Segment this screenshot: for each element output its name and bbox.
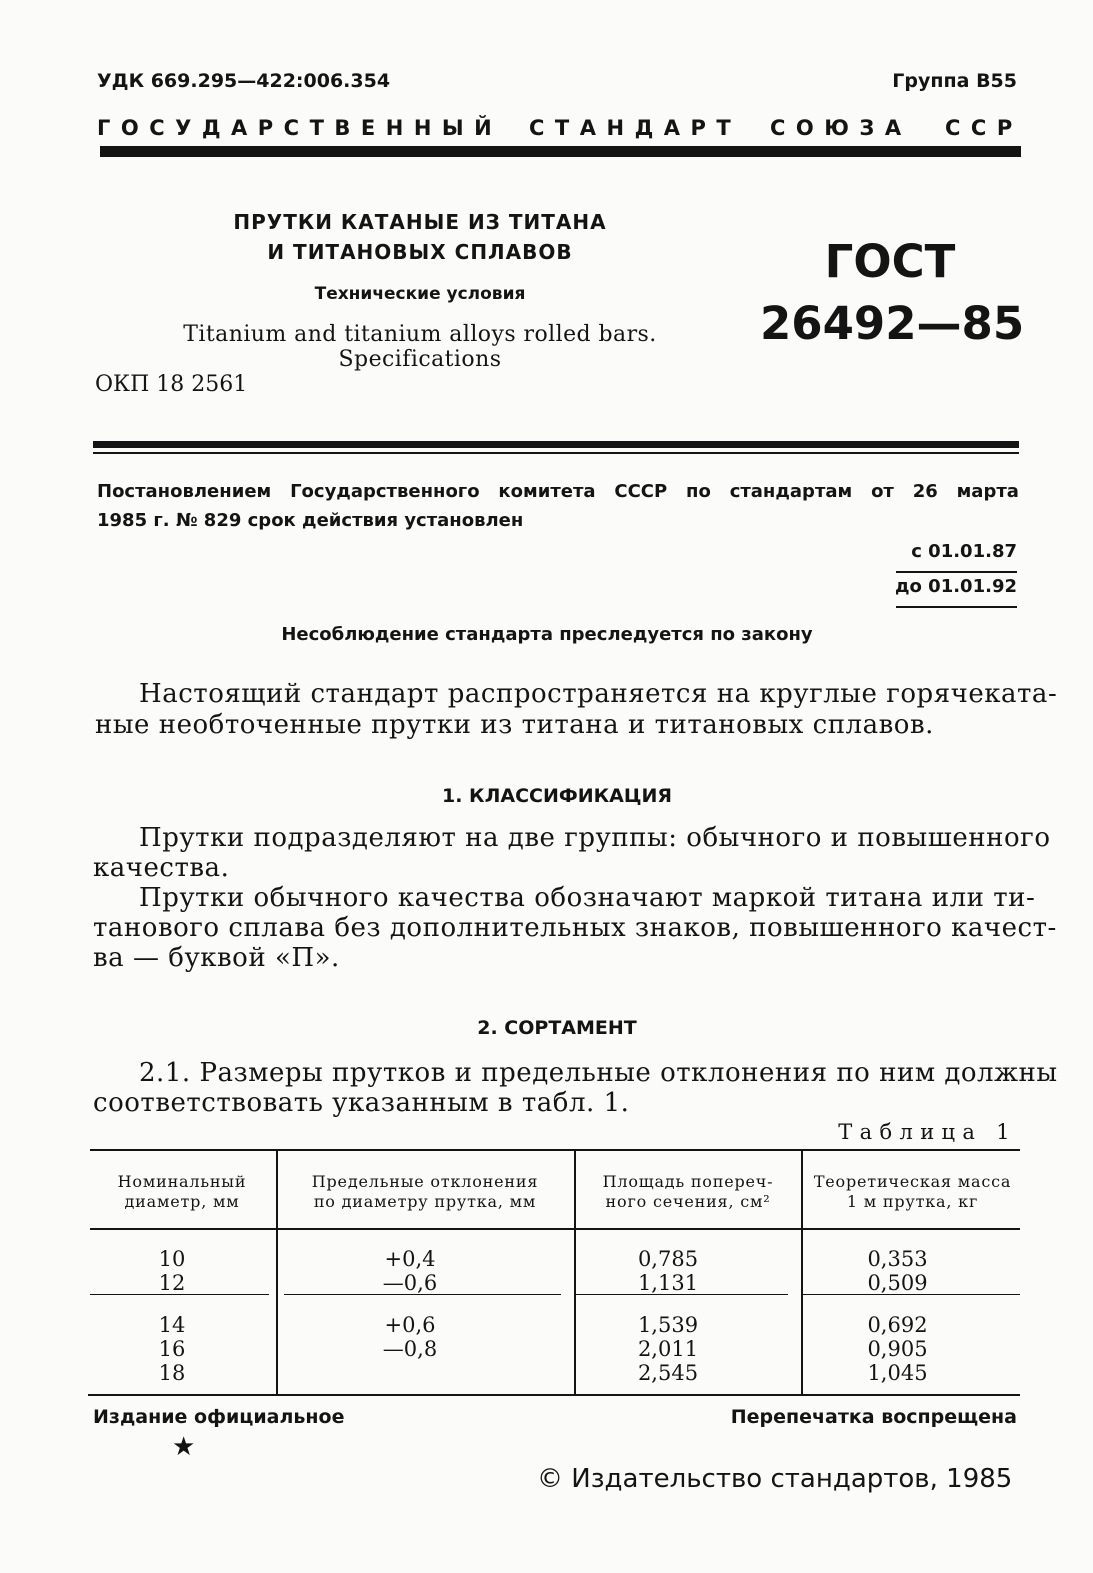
table-header-line: ного сечения, см² (605, 1192, 771, 1211)
table-value: 12 (158, 1271, 186, 1295)
table-cell-areas (578, 1313, 758, 1385)
table-column-divider (574, 1151, 576, 1228)
table-value: 0,905 (867, 1337, 928, 1361)
table-value: 0,785 (637, 1247, 699, 1271)
decree-word: по (686, 481, 711, 502)
table-header-line: Площадь попереч- (602, 1172, 774, 1191)
table-column-divider (276, 1151, 278, 1228)
valid-from: с 01.01.87 (911, 541, 1017, 562)
section-1-heading: 1. КЛАССИФИКАЦИЯ (442, 785, 672, 807)
table-header-line: Теоретическая масса (813, 1172, 1012, 1191)
table-cell-diameters (92, 1313, 252, 1385)
publisher-line (537, 1464, 1012, 1494)
okp-code: ОКП 18 2561 (95, 372, 248, 397)
table-value: 1,539 (637, 1313, 699, 1337)
section-1-p2-line-1: Прутки обычного качества обозначают маркой титана или ти- (139, 883, 1036, 913)
banner-word: СТАНДАРТ (529, 116, 742, 140)
table-value: 18 (158, 1361, 186, 1385)
header-thick-rule (100, 146, 1021, 157)
section-2-heading: 2. СОРТАМЕНТ (477, 1017, 637, 1039)
decree-word: Государственного (290, 481, 480, 502)
table-header-deviation (280, 1172, 570, 1212)
section-1-p2-line-3: ва — буквой «П». (93, 943, 340, 973)
table-value: —0,6 (382, 1271, 438, 1295)
table-cell-areas (578, 1247, 758, 1295)
table-value: 0,509 (867, 1271, 928, 1295)
table-value: 16 (158, 1337, 186, 1361)
intro-line-1: Настоящий стандарт распространяется на круглые горячеката- (139, 679, 1058, 709)
subtitle: Технические условия (314, 284, 526, 304)
decree-word: Постановлением (97, 481, 272, 502)
table-value: 1,131 (637, 1271, 699, 1295)
intro-line-2: ные необточенные прутки из титана и титановых сплавов. (95, 710, 934, 740)
banner-word: СОЮЗА (770, 116, 912, 140)
english-title-line-1: Titanium and titanium alloys rolled bars. (183, 322, 657, 347)
table-value: +0,4 (384, 1247, 436, 1271)
banner-word: ГОСУДАРСТВЕННЫЙ (97, 116, 503, 140)
table-value: 2,011 (637, 1337, 699, 1361)
gost-number: 26492—85 (760, 297, 1025, 350)
valid-to: до 01.01.92 (895, 576, 1017, 597)
decree-word: от (871, 481, 894, 502)
section-1-p1-line-2: качества. (93, 853, 230, 883)
publisher-name: Издательство стандартов, 1985 (571, 1464, 1013, 1494)
decree-word: СССР (614, 481, 668, 502)
decree-line-2: 1985 г. № 829 срок действия установлен (97, 510, 524, 531)
table-value: +0,6 (384, 1313, 436, 1337)
title-thick-rule (93, 441, 1019, 448)
table-value: 2,545 (637, 1361, 699, 1385)
valid-to-underline (896, 606, 1017, 608)
table-value: 0,353 (867, 1247, 928, 1271)
banner-word: ССР (945, 116, 1023, 140)
section-1-p1-line-1: Прутки подразделяют на две группы: обычного и повышенного (139, 823, 1051, 853)
gost-label: ГОСТ (824, 235, 956, 288)
decree-word: стандартам (729, 481, 853, 502)
table-value: —0,8 (382, 1337, 438, 1361)
decree-line-1 (97, 481, 1019, 502)
table-bottom-rule (88, 1394, 1020, 1396)
table-column-divider (276, 1230, 278, 1394)
section-1-p2-line-2: танового сплава без дополнительных знаков, повышенного качест- (93, 913, 1057, 943)
decree-word: комитета (498, 481, 596, 502)
table-cell-deviation (300, 1247, 520, 1295)
table-value: 0,692 (867, 1313, 928, 1337)
title-line-2: И ТИТАНОВЫХ СПЛАВОВ (267, 240, 573, 264)
section-2-p1-line-1: 2.1. Размеры прутков и предельные отклонения по ним должны (139, 1058, 1058, 1088)
table-value: 1,045 (867, 1361, 928, 1385)
table-header-diameter (92, 1172, 272, 1212)
table-label: Таблица 1 (838, 1120, 1017, 1144)
table-header-mass (805, 1172, 1020, 1212)
title-thin-rule (93, 452, 1019, 454)
table-header-line: 1 м прутка, кг (846, 1192, 979, 1211)
table-header-line: по диаметру прутка, мм (313, 1192, 537, 1211)
table-cell-masses (805, 1313, 990, 1385)
table-column-divider (574, 1230, 576, 1394)
table-top-rule (90, 1149, 1020, 1151)
table-cell-masses (805, 1247, 990, 1295)
reprint-prohibited-label: Перепечатка воспрещена (730, 1406, 1017, 1428)
table-header-area (578, 1172, 798, 1212)
english-title-line-2: Specifications (338, 347, 502, 372)
copyright-icon: © (537, 1464, 563, 1494)
table-header-line: диаметр, мм (124, 1192, 240, 1211)
group-code: Группа В55 (892, 70, 1017, 92)
section-2-p1-line-2: соответствовать указанным в табл. 1. (93, 1088, 630, 1118)
table-column-divider (801, 1151, 803, 1228)
table-cell-diameters (92, 1247, 252, 1295)
table-value: 10 (158, 1247, 186, 1271)
udk-code: УДК 669.295—422:006.354 (97, 70, 391, 92)
table-value: 14 (158, 1313, 186, 1337)
decree-word: 26 (912, 481, 938, 502)
valid-from-underline (896, 571, 1017, 573)
decree-word: марта (956, 481, 1019, 502)
star-icon: ★ (172, 1432, 196, 1462)
table-header-line: Предельные отклонения (311, 1172, 539, 1191)
table-header-line: Номинальный (117, 1172, 247, 1191)
legal-warning: Несоблюдение стандарта преследуется по закону (281, 624, 813, 645)
table-cell-deviation (300, 1313, 520, 1361)
official-edition-label: Издание официальное (93, 1406, 345, 1428)
title-line-1: ПРУТКИ КАТАНЫЕ ИЗ ТИТАНА (233, 210, 607, 234)
table-header-rule (90, 1228, 1020, 1230)
table-column-divider (801, 1230, 803, 1394)
